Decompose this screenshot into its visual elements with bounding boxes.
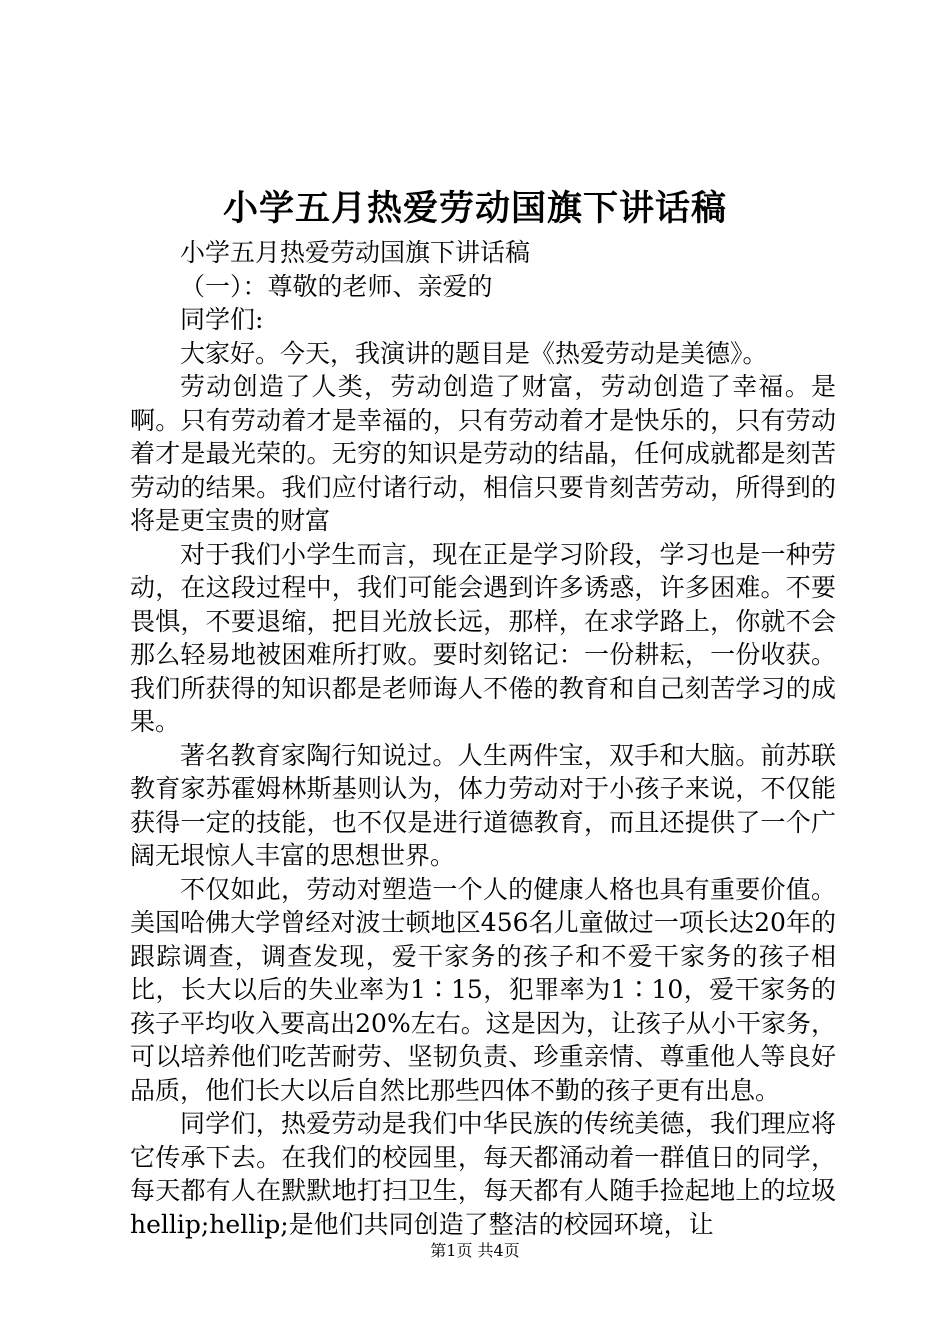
- paragraph: 大家好。今天，我演讲的题目是《热爱劳动是美德》。: [180, 338, 768, 368]
- paragraph: 著名教育家陶行知说过。人生两件宝，双手和大脑。前苏联教育家苏霍姆林斯基则认为，体力劳动对于小孩子来说，不仅能获得一定的技能，也不仅是进行道德教育，而且还提供了一个广阔无垠惊人丰富的思想世界。: [130, 740, 836, 870]
- document-title: 小学五月热爱劳动国旗下讲话稿: [222, 188, 727, 229]
- page-footer: 第1页 共4页: [430, 1241, 520, 1260]
- paragraph: 劳动创造了人类，劳动创造了财富，劳动创造了幸福。是啊。只有劳动着才是幸福的，只有劳动着才是快乐的，只有劳动着才是最光荣的。无穷的知识是劳动的结晶，任何成就都是刻苦劳动的结果。我们应付诸行动，相信只要肯刻苦劳动，所得到的将是更宝贵的财富: [130, 372, 836, 535]
- document-body: [130, 236, 836, 1241]
- paragraph: 不仅如此，劳动对塑造一个人的健康人格也具有重要价值。美国哈佛大学曾经对波士顿地区456名儿童做过一项长达20年的跟踪调查，调查发现，爱干家务的孩子和不爱干家务的孩子相比，长大以后的失业率为1∶15，犯罪率为1∶10，爱干家务的孩子平均收入要高出20%左右。这是因为，让孩子从小干家务，可以培养他们吃苦耐劳、坚韧负责、珍重亲情、尊重他人等良好品质，他们长大以后自然比那些四体不勤的孩子更有出息。: [130, 874, 836, 1105]
- paragraph: 对于我们小学生而言，现在正是学习阶段，学习也是一种劳动，在这段过程中，我们可能会遇到许多诱惑，许多困难。不要畏惧，不要退缩，把目光放长远，那样，在求学路上，你就不会那么轻易地被困难所打败。要时刻铭记：一份耕耘，一份收获。我们所获得的知识都是老师诲人不倦的教育和自己刻苦学习的成果。: [130, 539, 836, 736]
- paragraph: 同学们:: [180, 305, 264, 334]
- paragraph: 同学们，热爱劳动是我们中华民族的传统美德，我们理应将它传承下去。在我们的校园里，每天都涌动着一群值日的同学，每天都有人在默默地打扫卫生，每天都有人随手捡起地上的垃圾hellip;hellip;是他们共同创造了整洁的校园环境，让: [130, 1109, 836, 1239]
- paragraph: （一）：尊敬的老师、亲爱的: [180, 271, 493, 301]
- paragraph: 小学五月热爱劳动国旗下讲话稿: [180, 238, 531, 267]
